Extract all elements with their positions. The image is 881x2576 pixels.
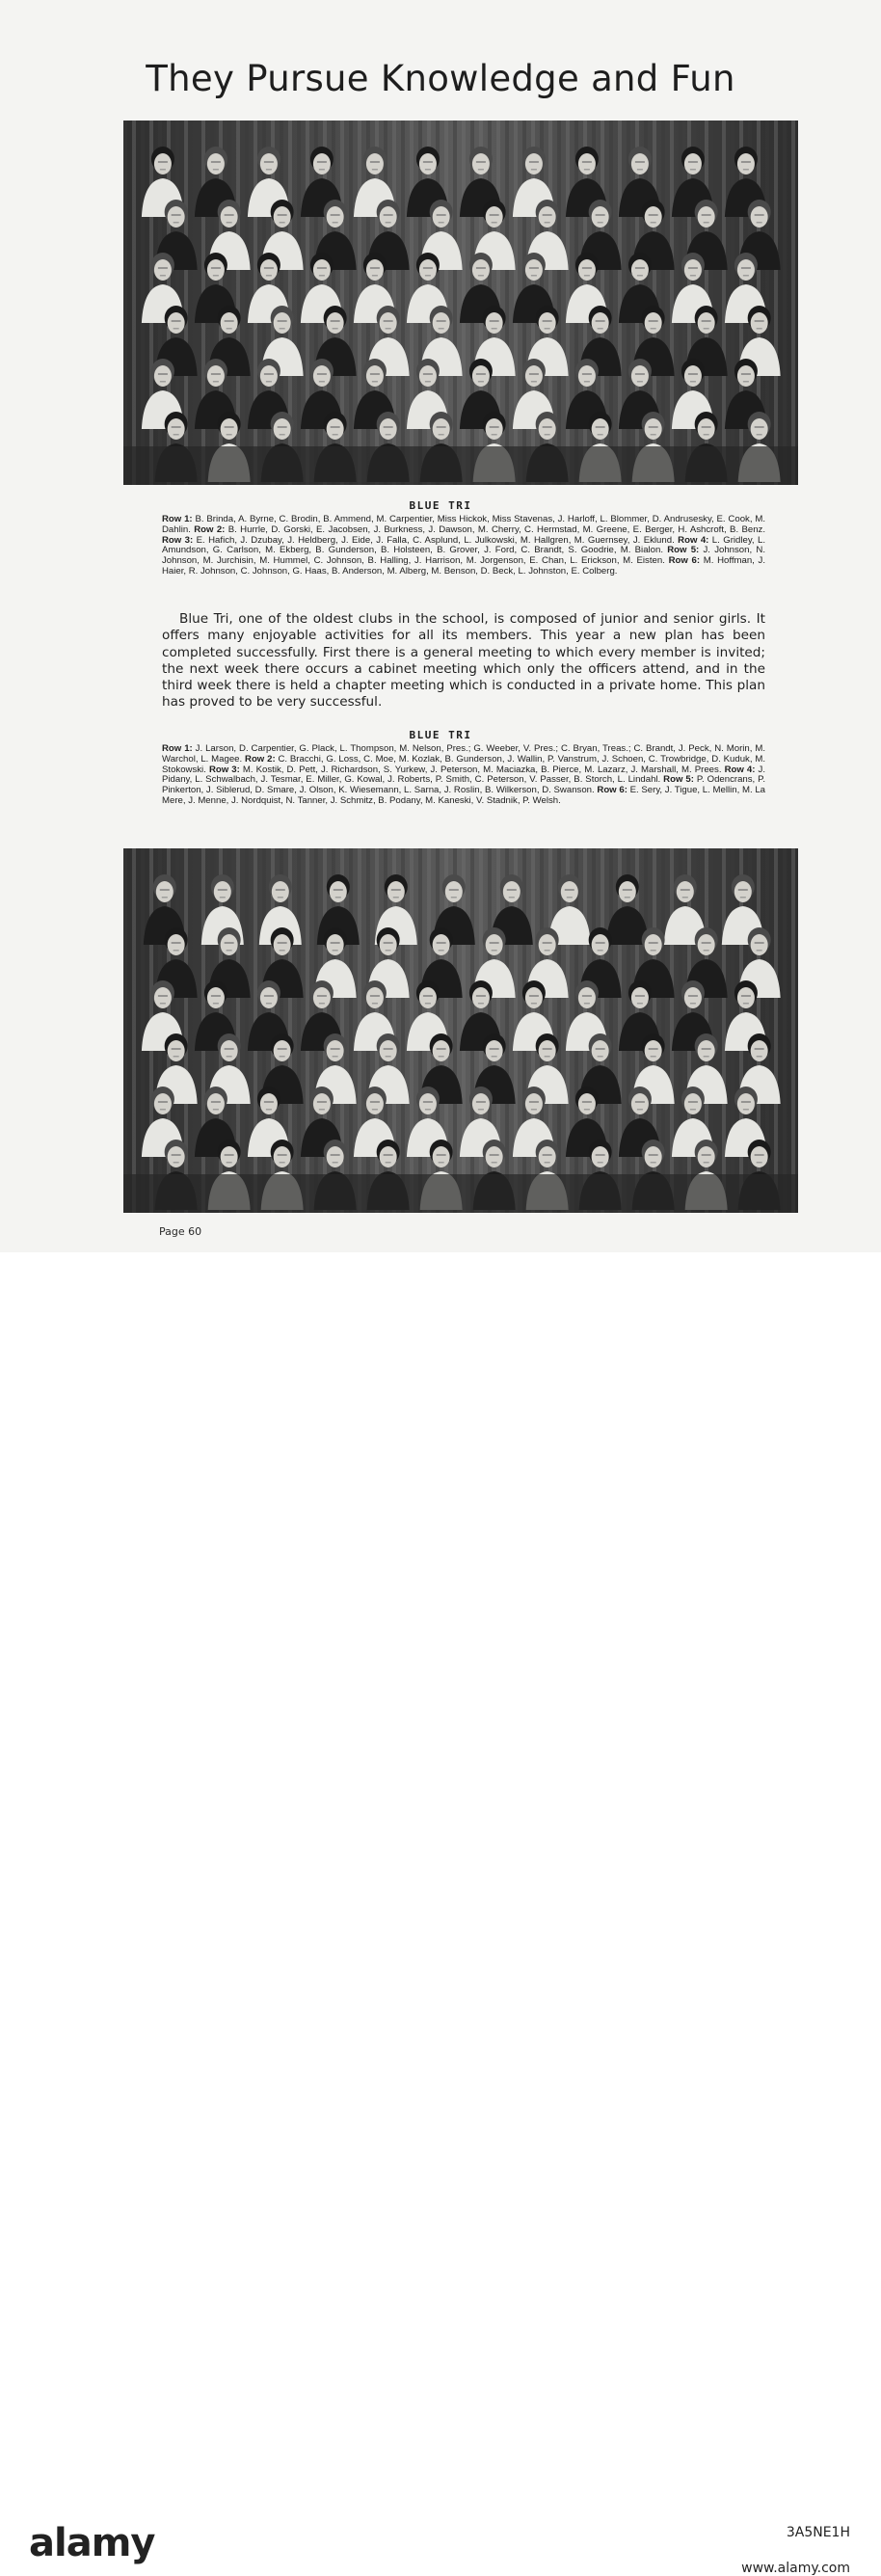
row-label: Row 4: bbox=[678, 534, 709, 546]
group-photo-bottom bbox=[123, 848, 798, 1213]
row-names: J. Johnson, N. Johnson, M. Jurchisin, M. Hummel, C. Johnson, B. Halling, J. Harrison, M. Jorgenson, E. Chan, L. Erickson, M. Eisten. bbox=[162, 545, 765, 567]
caption-bottom bbox=[162, 744, 765, 807]
row-names: B. Brinda, A. Byrne, C. Brodin, B. Ammend, M. Carpentier, Miss Hickok, Miss Stavenas, J. Harloff, L. Blommer, D. Andrusesky, E. Cook, M. Dahlin. bbox=[162, 514, 765, 535]
group-photo-top bbox=[123, 121, 798, 485]
club-description: Blue Tri, one of the oldest clubs in the school, is composed of junior and senior girls. It offers many enjoyable activities for all its members. This year a new plan has been completed successfully. First there is a general meeting to which every member is invited; the next week there occurs a cabinet meeting which only the officers attend, and in the third week there is held a chapter meeting which is conducted in a private home. This plan has proved to be very successful. bbox=[162, 611, 765, 711]
row-names: M. Kostik, D. Pett, J. Richardson, S. Yurkew, J. Peterson, M. Maciazka, B. Pierce, M. Lazarz, J. Marshall, M. Prees. bbox=[239, 764, 725, 775]
page-number: Page 60 bbox=[159, 1225, 202, 1238]
yearbook-page bbox=[0, 0, 881, 1252]
row-names: E. Hafich, J. Dzubay, J. Heldberg, J. Eide, J. Falla, C. Asplund, L. Julkowski, M. Hallgren, M. Guernsey, J. Eklund. bbox=[193, 534, 679, 546]
row-label: Row 6: bbox=[597, 785, 627, 796]
row-label: Row 1: bbox=[162, 743, 193, 754]
site-url: www.alamy.com bbox=[741, 2561, 850, 2576]
row-label: Row 5: bbox=[663, 774, 694, 786]
row-names: J. Pidany, L. Schwalbach, J. Tesmar, E. Miller, G. Kowal, J. Roberts, P. Smith, C. Peterson, V. Passer, B. Storch, L. Lindahl. bbox=[162, 764, 765, 786]
group-photo-bottom-image bbox=[123, 848, 798, 1213]
row-names: J. Larson, D. Carpentier, G. Plack, L. Thompson, M. Nelson, Pres.; G. Weeber, V. Pres.; C. Bryan, Treas.; C. Brandt, J. Peck, N. Morin, M. Warchol, L. Magee. bbox=[162, 743, 766, 765]
stock-id: 3A5NE1H bbox=[786, 2525, 850, 2540]
group-photo-top-image bbox=[123, 121, 798, 485]
row-names: B. Hurrle, D. Gorski, E. Jacobsen, J. Burkness, J. Dawson, M. Cherry, C. Hermstad, M. Greene, E. Berger, H. Ashcroft, B. Benz. bbox=[225, 523, 766, 535]
row-label: Row 2: bbox=[245, 753, 276, 765]
page-title: They Pursue Knowledge and Fun bbox=[146, 58, 735, 99]
row-names: E. Sery, J. Tigue, L. Mellin, M. La Mere, J. Menne, J. Nordquist, N. Tanner, J. Schmitz, B. Podany, M. Kaneski, V. Stadnik, P. Welsh. bbox=[162, 785, 766, 806]
row-label: Row 4: bbox=[724, 764, 756, 775]
row-label: Row 1: bbox=[162, 514, 193, 524]
row-label: Row 3: bbox=[162, 534, 194, 546]
row-label: Row 2: bbox=[194, 523, 226, 535]
watermark-footer bbox=[0, 1252, 881, 2576]
row-label: Row 3: bbox=[208, 764, 240, 775]
brand-logo: alamy bbox=[29, 2521, 155, 2565]
row-label: Row 5: bbox=[667, 545, 700, 556]
row-names: M. Hoffman, J. Haier, R. Johnson, C. Johnson, G. Haas, B. Anderson, M. Alberg, M. Benson, D. Beck, L. Johnston, E. Colberg. bbox=[162, 555, 766, 577]
row-names: P. Odencrans, P. Pinkerton, J. Siblerud, D. Smare, J. Olson, K. Wiesemann, L. Sarna, J. Roslin, B. Wilkerson, D. Swanson. bbox=[162, 774, 765, 796]
caption-top bbox=[162, 515, 765, 577]
section-heading-bottom: BLUE TRI bbox=[409, 729, 472, 741]
row-label: Row 6: bbox=[668, 555, 701, 567]
section-heading-top: BLUE TRI bbox=[409, 499, 472, 512]
row-names: L. Gridley, L. Amundson, G. Carlson, M. Ekberg, B. Gunderson, B. Holsteen, B. Grover, J. Ford, C. Brandt, S. Goodrie, M. Bialon. bbox=[162, 534, 765, 556]
row-names: C. Bracchi, G. Loss, C. Moe, M. Kozlak, B. Gunderson, J. Wallin, P. Vanstrum, J. Schoen, C. Trowbridge, D. Kuduk, M. Stokowski. bbox=[162, 753, 765, 775]
